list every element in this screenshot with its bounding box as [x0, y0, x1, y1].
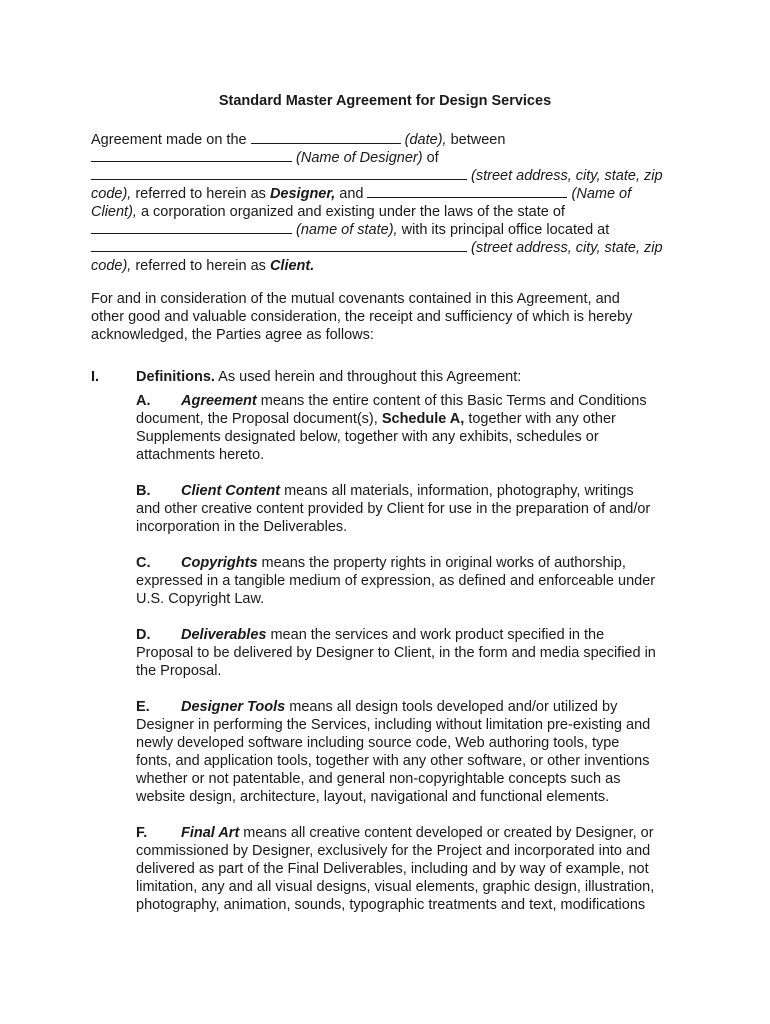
section-title: Definitions. — [136, 369, 215, 385]
text: and — [335, 186, 368, 202]
text-line: Proposal to be delivered by Designer to Client, in the form and media specified in — [136, 645, 656, 661]
text-line: fonts, and application tools, together with any other software, or other inventions — [136, 753, 650, 769]
definition-copyrights — [136, 554, 681, 608]
definition-letter: A. — [136, 393, 151, 409]
definition-term: Final Art — [181, 825, 240, 841]
date-blank[interactable] — [251, 131, 401, 144]
hint: (Name of — [567, 186, 632, 202]
text: referred to herein as — [131, 186, 270, 202]
hint: Client), — [91, 204, 137, 220]
definition-term: Deliverables — [181, 627, 267, 643]
designer-address-blank[interactable] — [91, 167, 467, 180]
text-line: whether or not patentable, and general non-copyrightable concepts such as — [136, 771, 621, 787]
text-line: expressed in a tangible medium of expression, as defined and enforceable under — [136, 573, 656, 589]
text: referred to herein as — [131, 258, 270, 274]
client-name-blank[interactable] — [367, 185, 567, 198]
text-line: Designer in performing the Services, including without limitation pre-existing and — [136, 717, 651, 733]
hint: code), — [91, 186, 132, 202]
text-line: attachments hereto. — [136, 447, 265, 463]
schedule-term: Schedule A, — [381, 411, 465, 427]
text-line: delivered as part of the Final Deliverables, including and by way of example, not — [136, 861, 649, 877]
parties-paragraph — [91, 131, 691, 275]
definition-designer-tools — [136, 698, 681, 806]
text-line: newly developed software including source code, Web authoring tools, type — [136, 735, 620, 751]
text: a corporation organized and existing under the laws of the state of — [136, 204, 565, 220]
definition-letter: D. — [136, 627, 151, 643]
definition-agreement — [136, 392, 681, 464]
definition-term: Designer Tools — [181, 699, 286, 715]
text-line: Supplements designated below, together with any exhibits, schedules or — [136, 429, 599, 445]
text-line: limitation, any and all visual designs, visual elements, graphic design, illustration, — [136, 879, 655, 895]
document-title: Standard Master Agreement for Design Services — [218, 93, 552, 109]
definition-term: Agreement — [181, 393, 257, 409]
text-line: acknowledged, the Parties agree as follows: — [91, 327, 374, 343]
definition-letter: B. — [136, 483, 151, 499]
text-line: the Proposal. — [136, 663, 222, 679]
text-line: and other creative content provided by Client for use in the preparation of and/or — [136, 501, 651, 517]
text-line: website design, architecture, layout, navigational and functional elements. — [136, 789, 610, 805]
text: Agreement made on the — [91, 132, 251, 148]
designer-term: Designer, — [269, 186, 336, 202]
text: means the property rights in original works of authorship, — [257, 555, 626, 571]
consideration-paragraph — [91, 290, 691, 344]
text: mean the services and work product specified in the — [266, 627, 605, 643]
definition-final-art — [136, 824, 681, 914]
text: means all creative content developed or created by Designer, or — [239, 825, 654, 841]
client-term: Client. — [269, 258, 315, 274]
definition-term: Copyrights — [181, 555, 258, 571]
text: means the entire content of this Basic Terms and Conditions — [256, 393, 647, 409]
text-line: commissioned by Designer, exclusively for the Project and incorporated into and — [136, 843, 651, 859]
text: means all design tools developed and/or utilized by — [285, 699, 618, 715]
client-address-blank[interactable] — [91, 239, 467, 252]
hint: (date), — [404, 132, 447, 148]
text: between — [446, 132, 506, 148]
definition-letter: C. — [136, 555, 151, 571]
definition-client-content — [136, 482, 681, 536]
definition-deliverables — [136, 626, 681, 680]
section-number: I. — [91, 369, 100, 385]
text-line: incorporation in the Deliverables. — [136, 519, 348, 535]
text: with its principal office located at — [397, 222, 610, 238]
hint: (street address, city, state, zip — [467, 240, 663, 256]
definition-term: Client Content — [181, 483, 281, 499]
text: of — [422, 150, 439, 166]
text-line: other good and valuable consideration, the receipt and sufficiency of which is hereby — [91, 309, 633, 325]
text: document, the Proposal document(s), — [136, 411, 382, 427]
definition-letter: F. — [136, 825, 148, 841]
section-intro: As used herein and throughout this Agreement: — [214, 369, 522, 385]
text-line: U.S. Copyright Law. — [136, 591, 265, 607]
hint: (name of state), — [292, 222, 398, 238]
state-blank[interactable] — [91, 221, 292, 234]
definition-letter: E. — [136, 699, 150, 715]
text: means all materials, information, photography, writings — [280, 483, 634, 499]
hint: (Name of Designer) — [292, 150, 423, 166]
designer-name-blank[interactable] — [91, 149, 292, 162]
text: together with any other — [464, 411, 616, 427]
text-line: photography, animation, sounds, typographic treatments and text, modifications — [136, 897, 646, 913]
hint: code), — [91, 258, 132, 274]
hint: (street address, city, state, zip — [467, 168, 663, 184]
text-line: For and in consideration of the mutual covenants contained in this Agreement, and — [91, 291, 620, 307]
